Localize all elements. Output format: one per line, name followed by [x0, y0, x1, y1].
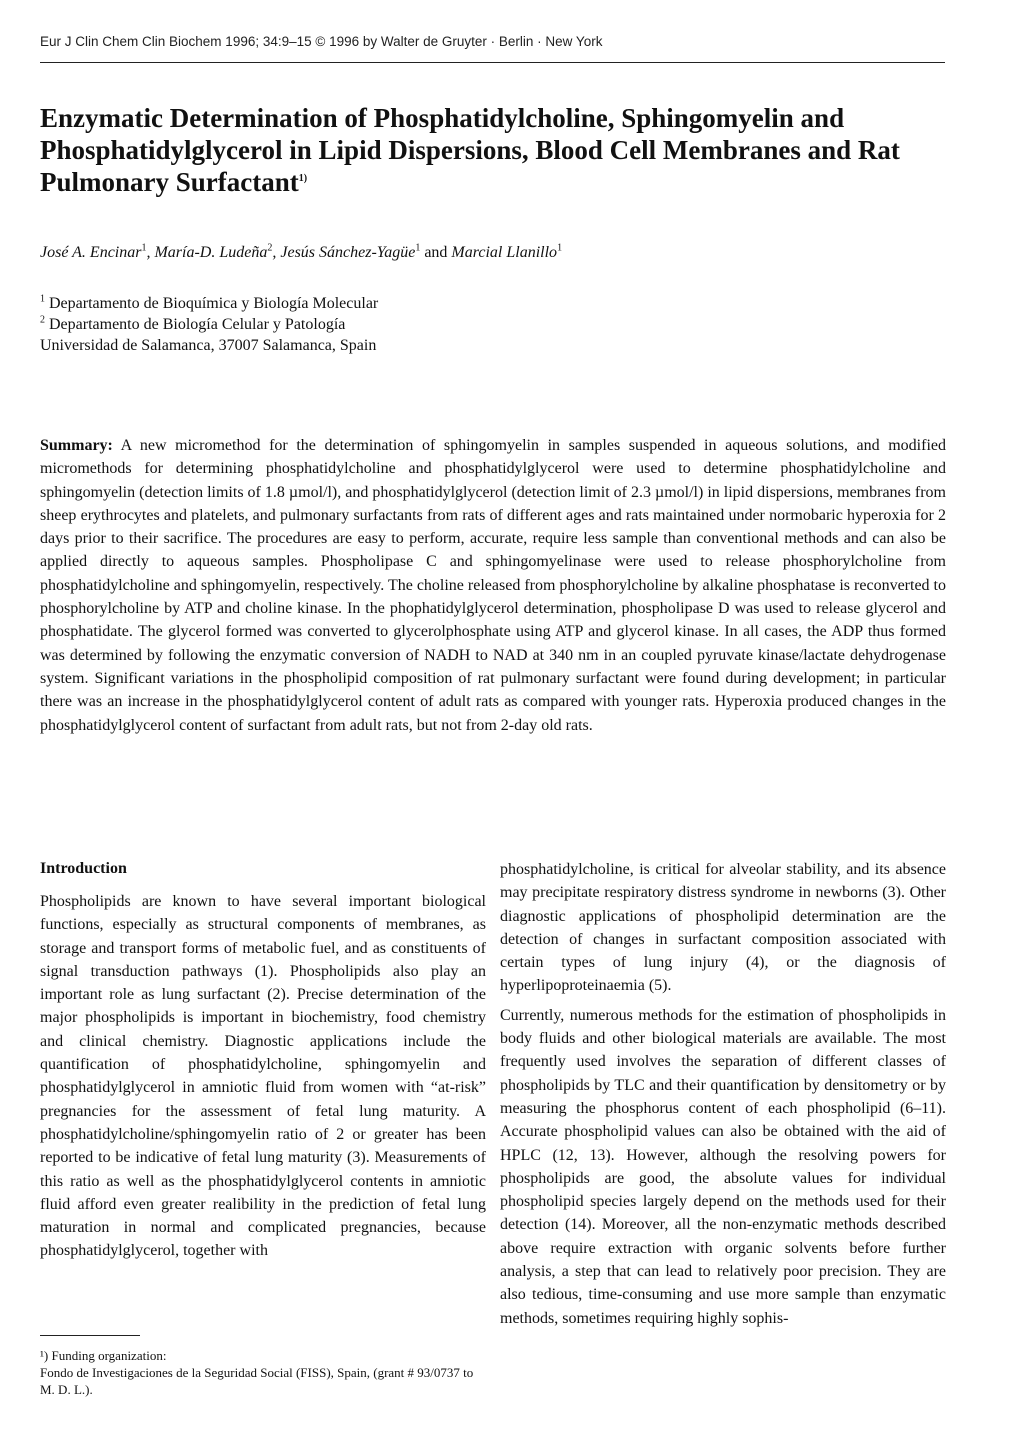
affiliation-line: Universidad de Salamanca, 37007 Salamanca, Spain	[40, 337, 377, 354]
author-list	[40, 243, 960, 263]
footnote-line	[40, 1347, 486, 1364]
footnote	[40, 1347, 486, 1398]
author-separator: ,	[146, 244, 155, 261]
header-rule	[40, 62, 945, 63]
author-affiliation-marker: 1	[415, 242, 421, 254]
affiliation-marker: 1	[40, 293, 45, 305]
affiliation-text: Departamento de Biología Celular y Patología	[45, 316, 346, 333]
body-paragraph: phosphatidylcholine, is critical for alveolar stability, and its absence may precipitate respiratory distress syndrome in newborns (3). Other diagnostic applications of phospholipid determination are the detection of changes in surfactant composition associated with certain types of lung injury (4), or the diagnosis of hyperlipoproteinaemia (5).	[500, 861, 946, 995]
affiliation-line	[40, 314, 960, 335]
summary-text: A new micromethod for the determination of sphingomyelin in samples suspended in aqueous solutions, and modified micromethods for determining phosphatidylcholine and phosphatidylglycerol were used to determine phosphatidylcholine and sphingomyelin (detection limits of 1.8 µmol/l), and phosphatidylglycerol (detection limit of 2.3 µmol/l) in lipid dispersions, membranes from sheep erythrocytes and platelets, and pulmonary surfactants from rats of different ages and rats maintained under normobaric hyperoxia for 2 days prior to their sacrifice. The procedures are easy to perform, accurate, require less sample than conventional methods and can also be applied directly to aqueous samples. Phospholipase C and sphingomyelinase were used to release phosphorylcholine from phosphatidylcholine and sphingomyelin, respectively. The choline released from phosphorylcholine by alkaline phosphatase is reconverted to phosphorylcholine by ATP and choline kinase. In the phophatidylglycerol determination, phospholipase D was used to release glycerol and phosphatidate. The glycerol formed was converted to glycerolphosphate using ATP and glycerol kinase. In all cases, the ADP thus formed was determined by following the enzymatic conversion of NADH to NAD at 340 nm in an coupled pyruvate kinase/lactate dehydrogenase system. Significant variations in the phospholipid composition of rat pulmonary surfactant were found during development; in particular there was an increase in the phosphatidylglycerol content of adult rats as compared with younger rats. Hyperoxia produced changes in the phosphatidylglycerol content of surfactant from adult rats, but not from 2-day old rats.	[40, 437, 946, 734]
left-column	[40, 858, 486, 1269]
body-paragraph: Currently, numerous methods for the estimation of phospholipids in body fluids and other biological materials are available. The most frequently used involves the separation of different classes of phospholipids by TLC and their quantification by densitometry or by measuring the phosphorus content of each phospholipid (6–11). Accurate phospholipid values can also be obtained with the aid of HPLC (12, 13). However, although the resolving powers for phospholipids are good, the absolute values for individual phospholipid species largely depend on the methods used for their detection (14). Moreover, all the non-enzymatic methods described above require extraction with organic solvents before further analysis, a step that can lead to relatively poor precision. They are also tedious, time-consuming and use more sample than enzymatic methods, sometimes requiring highly sophis-	[500, 1006, 946, 1327]
article-title	[40, 102, 960, 198]
footnote-rule	[40, 1335, 140, 1336]
affiliation-line	[40, 293, 960, 314]
summary-abstract	[40, 434, 946, 737]
footnote-text: Funding organization:	[48, 1348, 167, 1363]
author-affiliation-marker: 2	[267, 242, 273, 254]
affiliation-marker: 2	[40, 314, 45, 326]
author-conjunction: and	[420, 244, 452, 261]
author-separator: ,	[272, 244, 281, 261]
summary-label: Summary:	[40, 437, 113, 454]
title-footnote-marker: 1)	[298, 173, 308, 184]
affiliations	[40, 293, 960, 356]
section-heading-introduction: Introduction	[40, 860, 127, 877]
author-affiliation-marker: 1	[141, 242, 147, 254]
running-head: Eur J Clin Chem Clin Biochem 1996; 34:9–15 © 1996 by Walter de Gruyter · Berlin · New York	[40, 34, 603, 49]
author-name: Jesús Sánchez-Yagüe	[280, 244, 416, 261]
author-affiliation-marker: 1	[557, 242, 563, 254]
author-name: José A. Encinar	[40, 244, 142, 261]
author-name: Marcial Llanillo	[451, 244, 558, 261]
article-title-text: Enzymatic Determination of Phosphatidylcholine, Sphingomyelin and Phosphatidylglycerol in Lipid Dispersions, Blood Cell Membranes and Rat Pulmonary Surfactant	[40, 103, 900, 197]
author-name: María-D. Ludeña	[154, 244, 268, 261]
affiliation-text: Departamento de Bioquímica y Biología Molecular	[45, 295, 379, 312]
right-column	[500, 858, 946, 1336]
footnote-line: Fondo de Investigaciones de la Seguridad Social (FISS), Spain, (grant # 93/0737 to M. D. L.).	[40, 1365, 474, 1397]
footnote-marker: ¹)	[40, 1348, 49, 1363]
body-paragraph: Phospholipids are known to have several important biological functions, especially as structural components of membranes, as storage and transport forms of metabolic fuel, and as constituents of signal transduction pathways (1). Phospholipids also play an important role as lung surfactant (2). Precise determination of the major phospholipids is important in biochemistry, food chemistry and clinical chemistry. Diagnostic applications include the quantification of phosphatidylcholine, sphingomyelin and phosphatidylglycerol in amniotic fluid from women with “at-risk” pregnancies for the assessment of fetal lung maturity. A phosphatidylcholine/sphingomyelin ratio of 2 or greater has been reported to be indicative of fetal lung maturity (3). Measurements of this ratio as well as the phosphatidylglycerol contents in amniotic fluid afford even greater realibility in the prediction of fetal lung maturation in normal and complicated pregnancies, because phosphatidylglycerol, together with	[40, 893, 486, 1260]
